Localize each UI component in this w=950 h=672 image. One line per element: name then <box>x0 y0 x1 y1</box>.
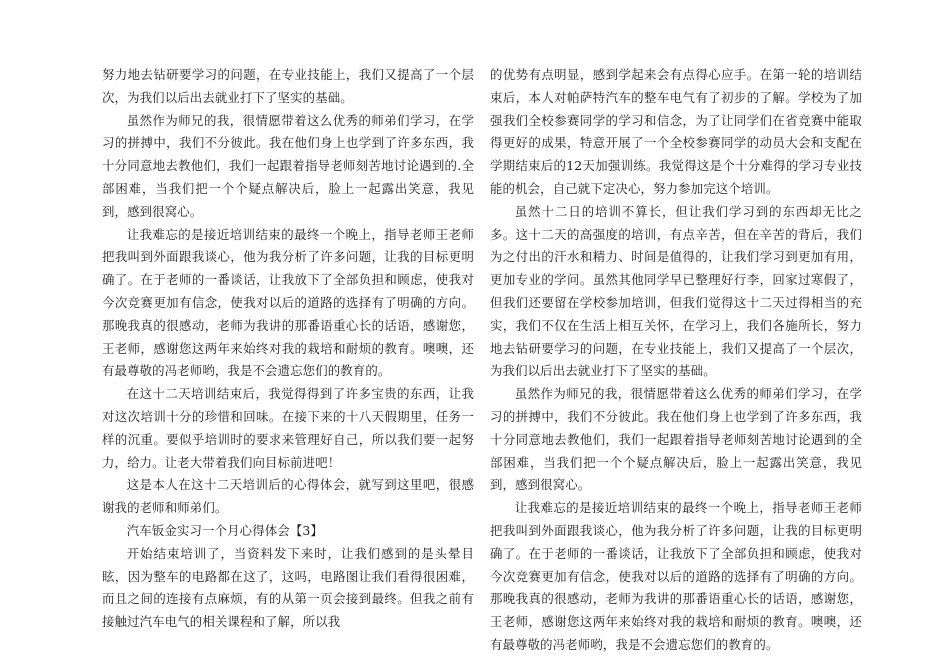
paragraph: 这是本人在这十二天培训后的心得体会，就写到这里吧，很感谢我的老师和师弟们。 <box>102 477 474 516</box>
paragraph: 虽然十二日的培训不算长，但让我们学习到的东西却无比之多。这十二天的高强度的培训，有点辛苦，但在辛苦的背后，我们为之付出的汗水和精力、时间是值得的，让我们学习到更加有用，更加专业的学问。虽然其他同学早已整理好行李，回家过寒假了，但我们还要留在学校参加培训，但我们觉得这十二天过得相当的充实，我们不仅在生活上相互关怀，在学习上，我们各施所长，努力地去钻研要学习的问题，在专业技能上，我们又提高了一个层次，为我们以后出去就业打下了坚实的基础。 <box>490 203 862 379</box>
left-column <box>102 64 474 634</box>
section-heading: 汽车钣金实习一个月心得体会【3】 <box>126 522 323 538</box>
paragraph: 开始结束培训了，当资料发下来时，让我们感到的是头晕目眩，因为整车的电路都在这了，这吗，电路图让我们看得很困难，而且之间的连接有点麻烦，有的从第一页会接到最终。但我之前有接触过汽车电气的相关课程和了解，所以我 <box>102 545 474 630</box>
right-column <box>490 64 862 657</box>
paragraph: 让我难忘的是接近培训结束的最终一个晚上，指导老师王老师把我叫到外面跟我谈心，他为我分析了许多问题，让我的目标更明确了。在于老师的一番谈话，让我放下了全部负担和顾虑，使我对今次竞赛更加有信念，使我对以后的道路的选择有了明确的方向。那晚我真的很感动，老师为我讲的那番语重心长的话语，感谢您，王老师，感谢您这两年来始终对我的栽培和耐烦的教育。噢噢，还有最尊敬的冯老师哟，我是不会遗忘您们的教育的。 <box>490 500 862 652</box>
paragraph: 努力地去钻研要学习的问题，在专业技能上，我们又提高了一个层次，为我们以后出去就业打下了坚实的基础。 <box>102 67 474 105</box>
paragraph: 的优势有点明显，感到学起来会有点得心应手。在第一轮的培训结束后，本人对帕萨特汽车的整车电气有了初步的了解。学校为了加强我们全校参赛同学的学习和信念，为了让同学们在省竞赛中能取得更好的成果，特意开展了一个全校参赛同学的动员大会和支配在学期结束后的12天加强训练。我觉得这是个十分难得的学习专业技能的机会，自己就下定决心，努力参加完这个培训。 <box>490 67 862 196</box>
paragraph: 在这十二天培训结束后，我觉得得到了许多宝贵的东西，让我对这次培训十分的珍惜和回味。在接下来的十八天假期里，任务一样的沉重。要似乎培训时的要求来管理好自己，所以我们要一起努力，给力。让老大带着我们向目标前进吧！ <box>102 386 474 470</box>
paragraph: 虽然作为师兄的我，很情愿带着这么优秀的师弟们学习，在学习的拼搏中，我们不分彼此。我在他们身上也学到了许多东西，我十分同意地去教他们，我们一起跟着指导老师刻苦地讨论遇到的全部困难，当我们把一个个疑点解决后，脸上一起露出笑意，我见到，感到很窝心。 <box>490 386 862 493</box>
paragraph: 让我难忘的是接近培训结束的最终一个晚上，指导老师王老师把我叫到外面跟我谈心，他为我分析了许多问题，让我的目标更明确了。在于老师的一番谈话，让我放下了全部负担和顾虑，使我对今次竞赛更加有信念，使我对以后的道路的选择有了明确的方向。那晚我真的很感动，老师为我讲的那番语重心长的话语，感谢您，王老师，感谢您这两年来始终对我的栽培和耐烦的教育。噢噢，还有最尊敬的冯老师哟，我是不会遗忘您们的教育的。 <box>102 226 474 379</box>
paragraph: 虽然作为师兄的我，很情愿带着这么优秀的师弟们学习，在学习的拼搏中，我们不分彼此。我在他们身上也学到了许多东西，我十分同意地去教他们，我们一起跟着指导老师刻苦地讨论遇到的.全部困难，当我们把一个个疑点解决后，脸上一起露出笑意，我见到，感到很窝心。 <box>102 112 474 219</box>
